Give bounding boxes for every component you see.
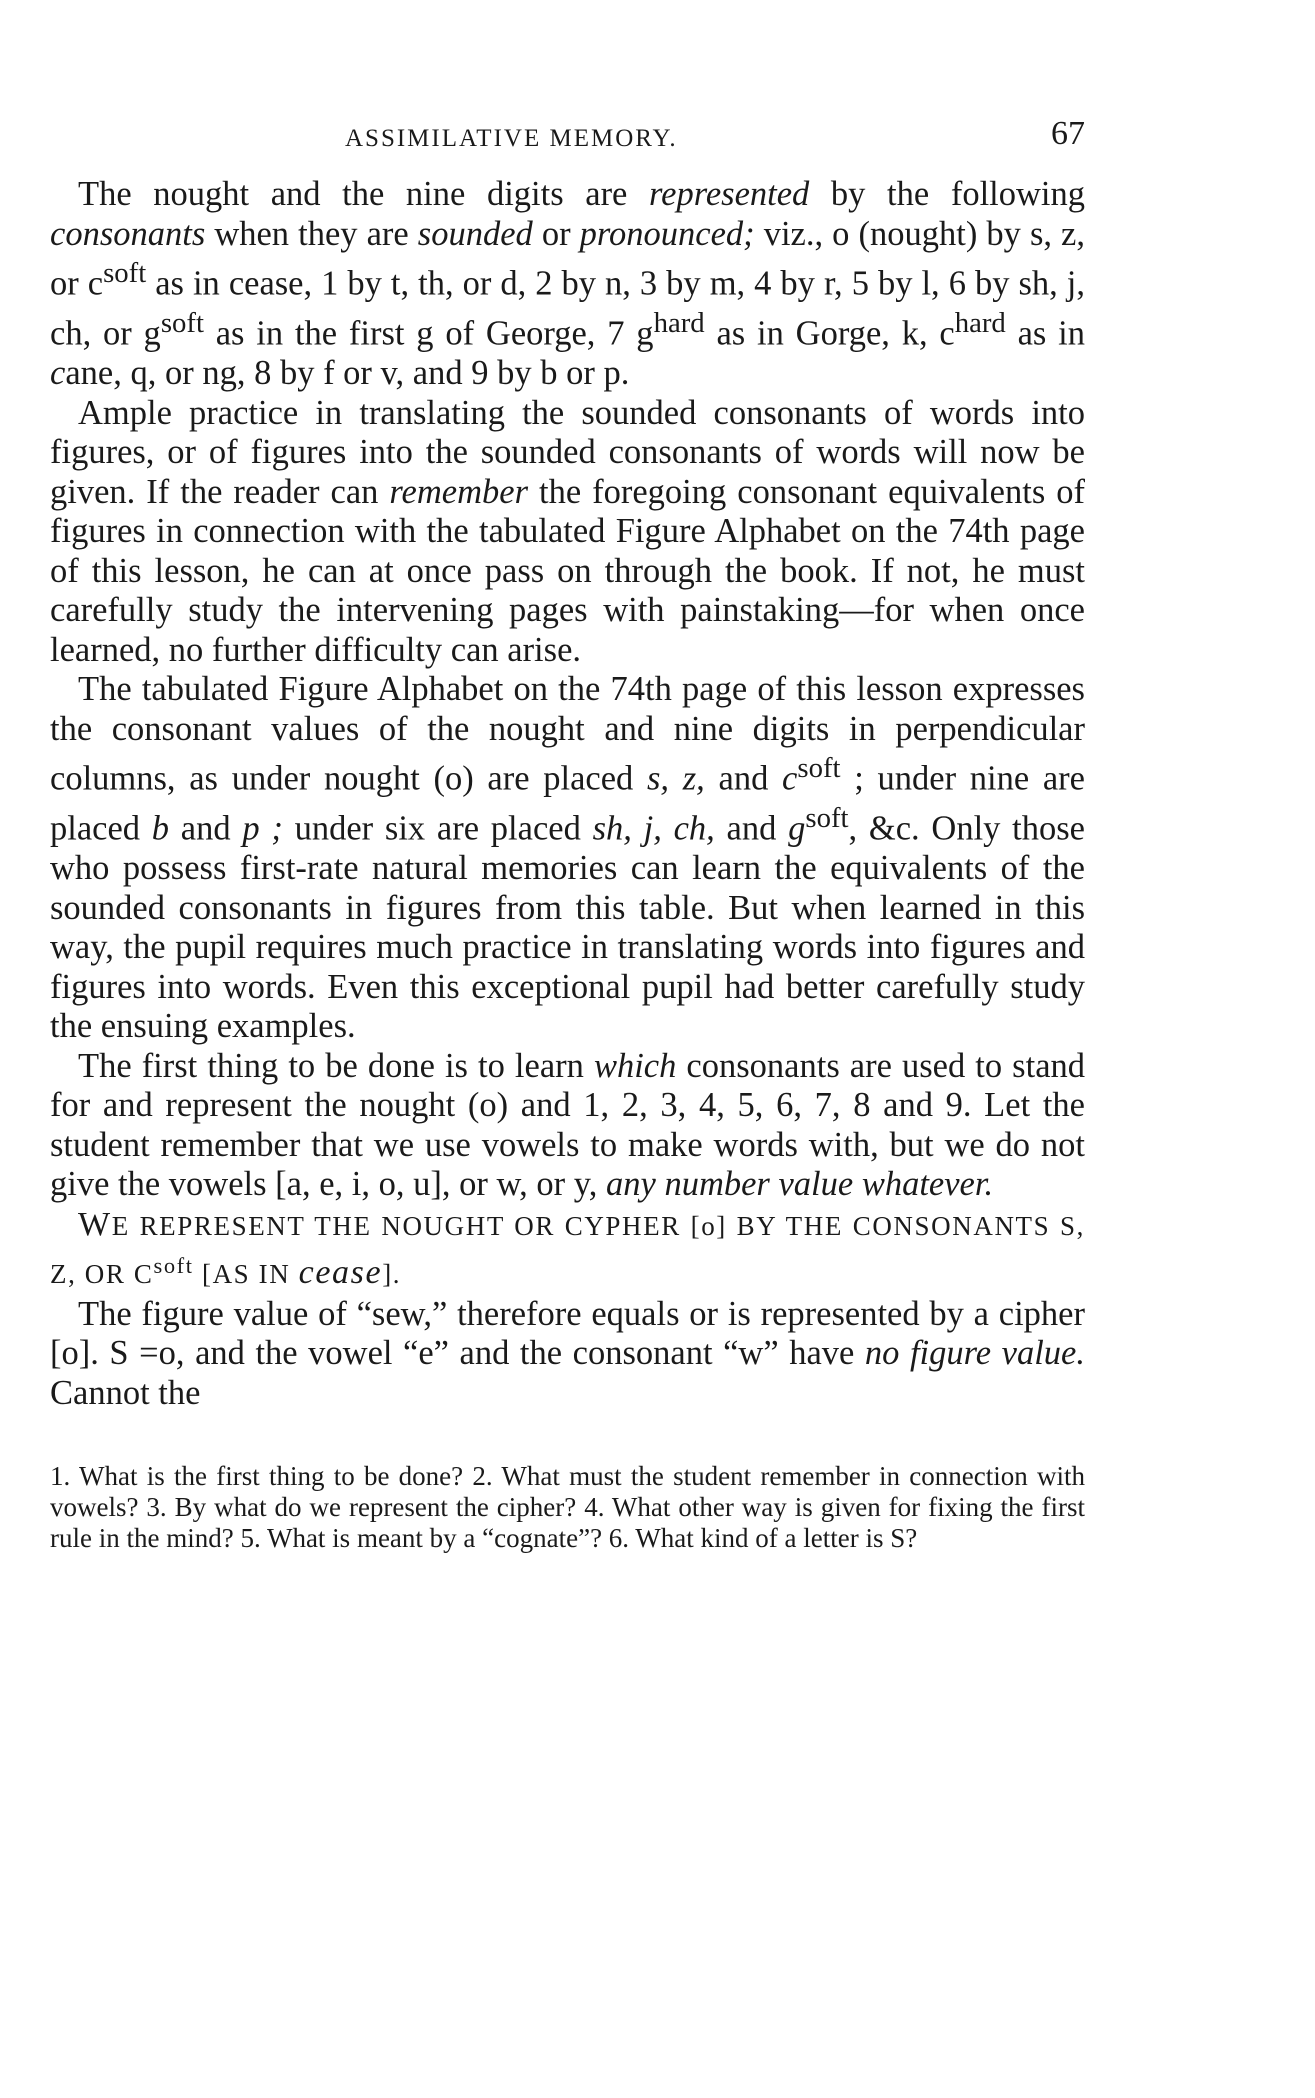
paragraph-4: The first thing to be done is to learn which consonants are used to stand for and represent the nought (o) and 1, 2, 3, 4, 5, 6, 7, 8 and 9. Let the student remember that we use vowels to make words with, but we do not give the vowels [a, e, i, o, u], or w, or y, any number value whatever.	[50, 1046, 1086, 1203]
running-head	[50, 95, 1085, 175]
paragraph-1: The nought and the nine digits are represented by the following consonants when they are sounded or pronounced; viz., o (nought) by s, z, or $c^{soft}$ as in cease, 1 by t, th, or d, 2 by n, 3 by m, 4 by r, 5 by l, 6 by sh, j, ch, or $g^{soft}$ as in the first g of George, 7 $g^{hard}$ as in Gorge, k, $c^{hard}$ as in cane, q, or ng, 8 by f or v, and 9 by b or p.	[50, 175, 1085, 392]
body-text	[50, 175, 1085, 1413]
paragraph-2: Ample practice in translating the sounded consonants of words into figures, or of figures into the sounded consonants of words will now be given. If the reader can remember the foregoing consonant equivalents of figures in connection with the tabulated Figure Alphabet on the 74th page of this lesson, he can at once pass on through the book. If not, he must carefully study the intervening pages with painstaking—for when once learned, no further difficulty can arise.	[50, 393, 1085, 669]
paragraph-5: The figure value of “sew,” therefore equals or is represented by a cipher [o]. S =o, and the vowel “e” and the consonant “w” have no figure value. Cannot the	[50, 1294, 1085, 1412]
rule-statement: WE REPRESENT THE NOUGHT OR CYPHER [o] BY THE CONSONANTS S, Z, OR $C^{soft}$ [AS IN cease].	[50, 1205, 1085, 1291]
paragraph-3: The tabulated Figure Alphabet on the 74th page of this lesson expresses the consonant values of the nought and nine digits in perpendicular columns, as under nought (o) are placed s, z, and $c^{soft}$ ; under nine are placed b and p ; under six are placed sh, j, ch, and $g^{soft}$, &c. Only those who possess first-rate natural memories can learn the equivalents of the sounded consonants in figures from this table. But when learned in this way, the pupil requires much practice in translating words into figures and figures into words. Even this exceptional pupil had better carefully study the ensuing examples.	[50, 670, 1085, 1045]
running-title: ASSIMILATIVE MEMORY.	[345, 125, 678, 152]
footnote-questions	[50, 1461, 1085, 1554]
page-number: 67	[1051, 115, 1085, 152]
book-page	[50, 95, 1085, 1554]
footnote-text: 1. What is the first thing to be done? 2. What must the student remember in connection with vowels? 3. By what do we represent the cipher? 4. What other way is given for fixing the first rule in the mind? 5. What is meant by a “cognate”? 6. What kind of a letter is S?	[50, 1461, 1085, 1553]
